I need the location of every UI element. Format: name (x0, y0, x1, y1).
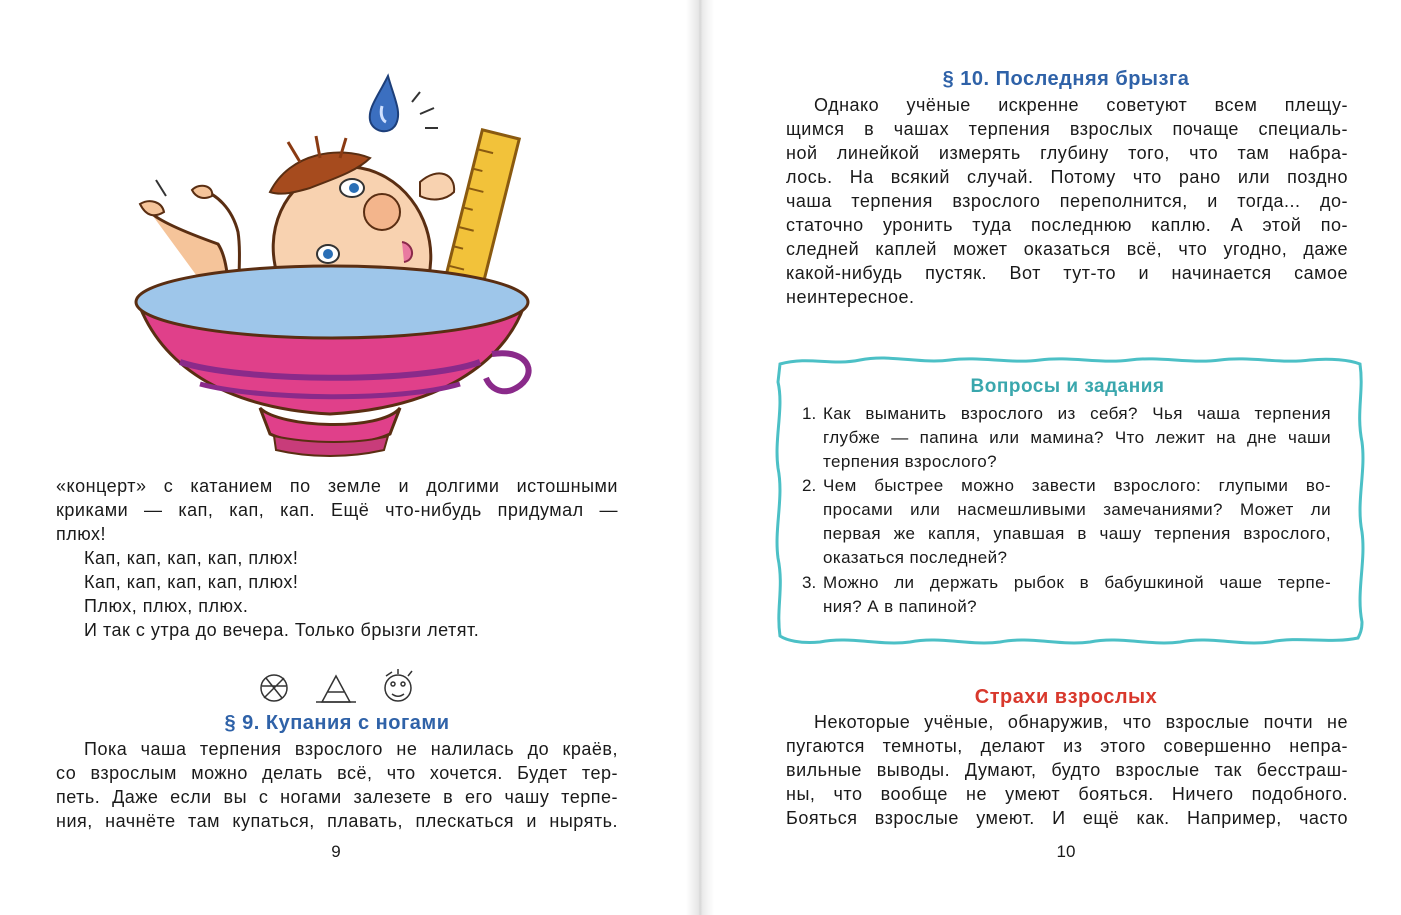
question-2-line-2: просами или насмешливыми замечаниями? Может ли (823, 500, 1331, 519)
section10-line-5: чаша терпения взрослого переполнится, и тогда... до- (786, 191, 1348, 211)
page-number-right: 10 (1056, 842, 1076, 861)
question-1-line-1: Как выманить взрослого из себя? Чья чаша терпения (823, 404, 1331, 423)
poem-line-1: Кап, кап, кап, кап, плюх! (84, 548, 299, 568)
poem-line-4: И так с утра до вечера. Только брызги летят. (84, 620, 480, 640)
section9-line-2: со взрослым можно делать всё, что хочется. Будет тер- (56, 763, 618, 783)
section9-line-4: ния, начнёте там купаться, плавать, плескаться и нырять. (56, 811, 618, 831)
section10-line-4: лось. На всякий случай. Потому что рано или поздно (786, 167, 1348, 187)
fears-line-5: Бояться взрослые умеют. И ещё как. Например, часто (786, 808, 1348, 828)
book-gutter-shadow (686, 0, 714, 915)
fears-line-1: Некоторые учёные, обнаружив, что взрослые почти не (814, 712, 1348, 732)
decorative-vignette-icons (252, 668, 422, 708)
question-2-line-3: первая же капля, упавшая в чашу терпения взрослого, (823, 524, 1331, 543)
page-number-left: 9 (331, 842, 341, 861)
poem-line-2: Кап, кап, кап, кап, плюх! (84, 572, 299, 592)
question-2-line-4: оказаться последней? (823, 548, 1008, 567)
paragraph1-line-2: криками — кап, кап, кап. Ещё что-нибудь придумал — (56, 500, 618, 520)
fears-title: Страхи взрослых (974, 686, 1158, 708)
bathing-child-in-cup-illustration (120, 62, 540, 462)
section10-title: § 10. Последняя брызга (942, 68, 1190, 90)
section10-line-1: Однако учёные искренне советуют всем плещу- (814, 95, 1348, 115)
question-1-number: 1. (802, 404, 817, 423)
left-page (0, 0, 700, 915)
question-3-line-2: ния? А в папиной? (823, 597, 978, 616)
section10-line-8: какой-нибудь пустяк. Вот тут-то и начинается самое (786, 263, 1348, 283)
section10-line-7: следней каплей может оказаться всё, что угодно, даже (786, 239, 1348, 259)
fears-line-2: пугаются темноты, делают из этого совершенно непра- (786, 736, 1348, 756)
section10-line-9: неинтересное. (786, 287, 915, 307)
question-1-line-3: терпения взрослого? (823, 452, 997, 471)
right-page (700, 0, 1401, 915)
section10-line-3: ной линейкой измерять глубину того, что там набра- (786, 143, 1348, 163)
paragraph1-line-1: «концерт» с катанием по земле и долгими истошными (56, 476, 618, 496)
question-2-line-1: Чем быстрее можно завести взрослого: глупыми во- (823, 476, 1331, 495)
fears-line-3: вильные выводы. Думают, будто взрослые так бесстраш- (786, 760, 1348, 780)
question-2-number: 2. (802, 476, 817, 495)
question-3-number: 3. (802, 573, 817, 592)
question-3-line-1: Можно ли держать рыбок в бабушкиной чаше терпе- (823, 573, 1331, 592)
paragraph1-line-3: плюх! (56, 524, 107, 544)
section9-title: § 9. Купания с ногами (224, 712, 450, 734)
fears-line-4: ны, что вообще не умеют бояться. Ничего подобного. (786, 784, 1348, 804)
questions-title: Вопросы и задания (970, 376, 1165, 397)
section9-line-3: петь. Даже если вы с ногами залезете в его чашу терпе- (56, 787, 618, 807)
section10-line-6: статочно уронить туда последнюю каплю. А этой по- (786, 215, 1348, 235)
section10-line-2: щимся в чашах терпения взрослых почаще специаль- (786, 119, 1348, 139)
poem-line-3: Плюх, плюх, плюх. (84, 596, 249, 616)
question-1-line-2: глубже — папина или мамина? Что лежит на дне чаши (823, 428, 1331, 447)
section9-line-1: Пока чаша терпения взрослого не налилась до краёв, (84, 739, 618, 759)
